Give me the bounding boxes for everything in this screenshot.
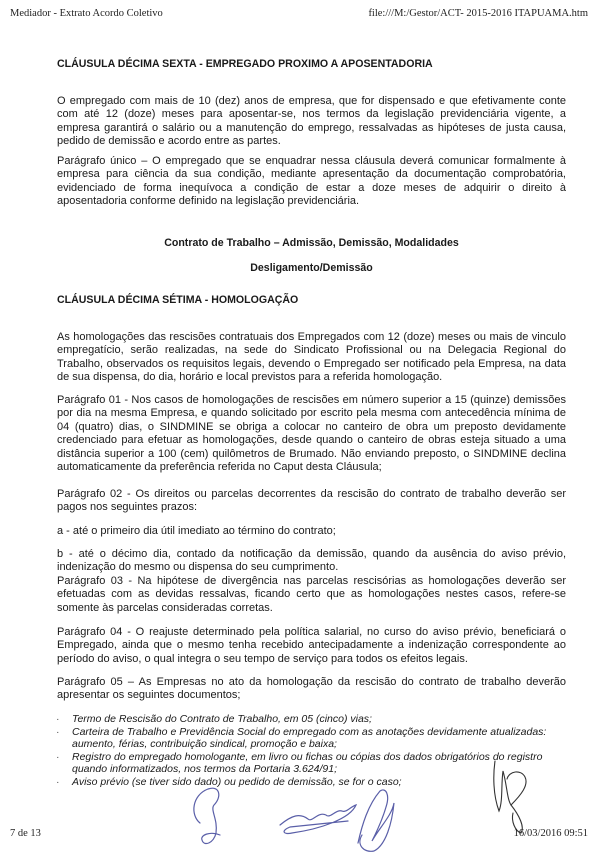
handwritten-signatures xyxy=(180,785,440,855)
clause-17-paragrafo-02: Parágrafo 02 - Os direitos ou parcelas decorrentes da rescisão do contrato de trabalho deverão ser pagos nos seguintes prazos: xyxy=(57,488,566,514)
page-number: 7 de 13 xyxy=(10,828,41,839)
clause-17-title: CLÁUSULA DÉCIMA SÉTIMA - HOMOLOGAÇÃO xyxy=(57,294,299,306)
clause-17-paragrafo-01: Parágrafo 01 - Nos casos de homologações de rescisões em número superior a 15 (quinze) demissões por dia na mesma Empresa, e quando solicitado por escrito pela mesma com antecedência mínima de 04 (quatro) dias, o SINDMINE se obriga a colocar no canteiro de obra um preposto devidamente credenciado para efetuar as homologações, desde quando o canteiro de obras esteja situado a uma distância superior a 100 (cem) quilômetros de Brumado. Não enviando preposto, o SINDMINE declina automaticamente da preferência referida no Caput desta Cláusula; xyxy=(57,394,566,474)
header-document-title: Mediador - Extrato Acordo Coletivo xyxy=(10,8,163,19)
section-heading: Contrato de Trabalho – Admissão, Demissão, Modalidades xyxy=(164,237,459,249)
section-subheading: Desligamento/Demissão xyxy=(250,262,373,274)
document-item: · Termo de Rescisão do Contrato de Trabalho, em 05 (cinco) vias; xyxy=(57,713,566,726)
signature-1 xyxy=(194,788,220,843)
document-item: · Registro do empregado homologante, em livro ou fichas ou cópias dos dados obrigatórios do registro quando informatizados, nos termos da Portaria 3.624/91; xyxy=(57,751,566,776)
header-file-path: file:///M:/Gestor/ACT- 2015-2016 ITAPUAMA.htm xyxy=(368,8,588,19)
handwritten-initials xyxy=(485,755,545,835)
clause-17-paragrafo-02-b: b - até o décimo dia, contado da notificação da demissão, quando da ausência do aviso prévio, indenização do mesmo ou dispensa do seu cumprimento. xyxy=(57,548,566,574)
signature-2 xyxy=(280,805,356,834)
clause-17-body: As homologações das rescisões contratuais dos Empregados com 12 (doze) meses ou mais de vinculo empregatício, serão realizadas, na sede do Sindicato Profissional ou na Delegacia Regional do Trabalho, observados os requisitos legais, devendo o Empregado ser notificado pela Empresa, na data de sua dispensa, do dia, horário e local previstos para a referida homologação. xyxy=(57,331,566,384)
print-datetime: 16/03/2016 09:51 xyxy=(513,828,588,839)
clause-16-title: CLÁUSULA DÉCIMA SEXTA - EMPREGADO PROXIMO A APOSENTADORIA xyxy=(57,58,433,70)
document-item: · Aviso prévio (se tiver sido dado) ou pedido de demissão, se for o caso; xyxy=(57,776,566,789)
signature-3 xyxy=(358,790,394,851)
clause-17-paragrafo-05: Parágrafo 05 – As Empresas no ato da homologação da rescisão do contrato de trabalho deverão apresentar os seguintes documentos; xyxy=(57,676,566,702)
clause-16-paragrafo-unico: Parágrafo único – O empregado que se enquadrar nessa cláusula deverá comunicar formalmente à empresa para ciência da sua condição, mediante apresentação da documentação comprobatória, evidenciado de forma inequívoca a condição de estar a doze meses de adquirir o direito à aposentadoria conforme definido na legislação previdenciária. xyxy=(57,155,566,208)
clause-17-paragrafo-03: Parágrafo 03 - Na hipótese de divergência nas parcelas rescisórias as homologações deverão ser efetuadas com as devidas ressalvas, ficando certo que as homologações nestes casos, refere-se somente às parcelas consideradas corretas. xyxy=(57,575,566,614)
clause-16-body: O empregado com mais de 10 (dez) anos de empresa, que for dispensado e que efetivamente conte com até 12 (doze) meses para aposentar-se, nos termos da legislação previdenciária vigente, a empresa garantirá o salário ou a manutenção do emprego, ressalvadas as hipóteses de justa causa, pedido de demissão e acordo entre as partes. xyxy=(57,95,566,148)
document-item: · Carteira de Trabalho e Previdência Social do empregado com as anotações devidamente atualizadas: aumento, férias, contribuição sindical, promoção e baixa; xyxy=(57,726,566,751)
clause-17-paragrafo-04: Parágrafo 04 - O reajuste determinado pela política salarial, no curso do aviso prévio, beneficiará o Empregado, ainda que o mesmo tenha recebido antecipadamente a indenização correspondente ao período do aviso, o qual integra o seu tempo de serviço para todos os efeitos legais. xyxy=(57,626,566,665)
clause-17-paragrafo-02-a: a - até o primeiro dia útil imediato ao término do contrato; xyxy=(57,525,336,537)
